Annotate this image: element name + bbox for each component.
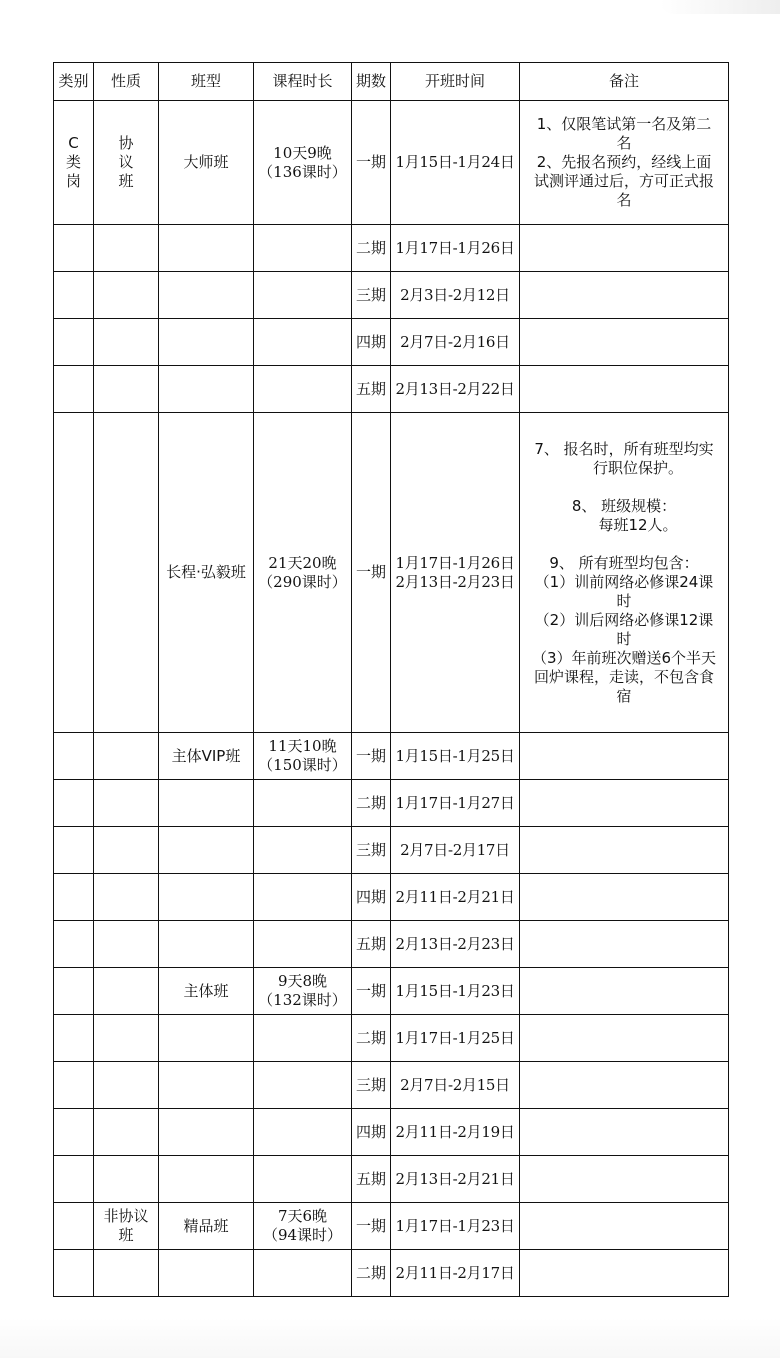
table-row	[54, 921, 729, 968]
empty-cell	[520, 1062, 729, 1109]
empty-cell	[159, 1109, 254, 1156]
remark-line: 宿	[616, 686, 632, 705]
header-category: 类别	[54, 63, 94, 101]
empty-cell	[159, 1250, 254, 1297]
period-cell: 四期	[352, 319, 391, 366]
remark-line: 试测评通过后，方可正式报	[533, 172, 714, 190]
empty-cell	[520, 1203, 729, 1250]
dates-cell: 2月11日-2月19日	[391, 1109, 520, 1156]
remarks-cell	[520, 413, 729, 733]
empty-cell	[520, 1015, 729, 1062]
empty-cell	[54, 319, 94, 366]
duration-cell	[254, 413, 352, 733]
table-row	[54, 827, 729, 874]
empty-cell	[159, 780, 254, 827]
empty-cell	[254, 1250, 352, 1297]
header-row	[54, 63, 729, 101]
empty-cell	[54, 874, 94, 921]
period-cell: 三期	[352, 827, 391, 874]
empty-cell	[254, 1015, 352, 1062]
empty-cell	[520, 874, 729, 921]
empty-cell	[520, 272, 729, 319]
duration-days: 11天10晚	[268, 737, 337, 755]
empty-cell	[94, 968, 159, 1015]
dates-cell: 1月15日-1月25日	[391, 733, 520, 780]
date-range: 1月17日-1月26日	[395, 553, 515, 572]
class-type-cell: 主体班	[159, 968, 254, 1015]
empty-cell	[520, 1156, 729, 1203]
dates-cell	[391, 413, 520, 733]
table-row	[54, 733, 729, 780]
duration-cell	[254, 101, 352, 225]
empty-cell	[520, 733, 729, 780]
empty-cell	[254, 1062, 352, 1109]
empty-cell	[520, 921, 729, 968]
dates-cell: 2月13日-2月23日	[391, 921, 520, 968]
empty-cell	[54, 1015, 94, 1062]
remark-line: 2、先报名预约，经线上面	[536, 153, 712, 171]
remark-line: （3）年前班次赠送6个半天	[531, 648, 717, 667]
header-remarks: 备注	[520, 63, 729, 101]
period-cell: 一期	[352, 1203, 391, 1250]
duration-days: 21天20晚	[268, 553, 337, 572]
empty-cell	[159, 1062, 254, 1109]
dates-cell: 2月13日-2月22日	[391, 366, 520, 413]
empty-cell	[54, 1203, 94, 1250]
table-row	[54, 1062, 729, 1109]
period-cell: 三期	[352, 1062, 391, 1109]
nature-cell	[94, 1203, 159, 1250]
dates-cell: 1月17日-1月23日	[391, 1203, 520, 1250]
empty-cell	[254, 1109, 352, 1156]
empty-cell	[254, 319, 352, 366]
period-cell: 三期	[352, 272, 391, 319]
period-cell: 一期	[352, 733, 391, 780]
empty-cell	[520, 780, 729, 827]
table-row	[54, 225, 729, 272]
category-char: C	[68, 134, 79, 152]
period-cell: 二期	[352, 1015, 391, 1062]
category-char: 类	[65, 153, 81, 171]
nature-char: 班	[118, 172, 134, 190]
dates-cell: 2月7日-2月15日	[391, 1062, 520, 1109]
empty-cell	[520, 225, 729, 272]
remark-spacer	[520, 535, 728, 554]
empty-cell	[54, 1109, 94, 1156]
empty-cell	[254, 366, 352, 413]
empty-cell	[94, 1156, 159, 1203]
empty-cell	[520, 319, 729, 366]
empty-cell	[54, 1156, 94, 1203]
class-type-cell: 精品班	[159, 1203, 254, 1250]
remark-line: 行职位保护。	[592, 458, 683, 477]
empty-cell	[520, 827, 729, 874]
duration-hours: （132课时）	[258, 991, 347, 1009]
table-row	[54, 874, 729, 921]
empty-cell	[94, 1109, 159, 1156]
empty-cell	[94, 827, 159, 874]
empty-cell	[54, 827, 94, 874]
remark-line: （2）训后网络必修课12课	[534, 610, 714, 629]
header-class-type: 班型	[159, 63, 254, 101]
duration-cell	[254, 1203, 352, 1250]
empty-cell	[94, 780, 159, 827]
header-start-time: 开班时间	[391, 63, 520, 101]
corner-shadow	[660, 0, 780, 14]
dates-cell: 2月3日-2月12日	[391, 272, 520, 319]
empty-cell	[54, 1062, 94, 1109]
duration-days: 9天8晚	[277, 972, 328, 990]
class-schedule-table	[53, 62, 729, 1297]
nature-text: 班	[118, 1226, 134, 1244]
empty-cell	[159, 366, 254, 413]
empty-cell	[94, 1015, 159, 1062]
table-row	[54, 1156, 729, 1203]
empty-cell	[159, 225, 254, 272]
duration-hours: （136课时）	[258, 162, 347, 181]
dates-cell: 1月17日-1月26日	[391, 225, 520, 272]
category-cell	[54, 101, 94, 225]
empty-cell	[54, 968, 94, 1015]
header-duration: 课程时长	[254, 63, 352, 101]
remark-line: （1）训前网络必修课24课	[534, 572, 714, 591]
table-row	[54, 366, 729, 413]
empty-cell	[94, 225, 159, 272]
empty-cell	[159, 827, 254, 874]
empty-cell	[520, 1250, 729, 1297]
empty-cell	[254, 225, 352, 272]
empty-cell	[54, 921, 94, 968]
period-cell: 五期	[352, 1156, 391, 1203]
dates-cell: 1月17日-1月25日	[391, 1015, 520, 1062]
date-range: 2月13日-2月23日	[395, 572, 515, 591]
nature-char: 议	[118, 153, 134, 171]
header-period: 期数	[352, 63, 391, 101]
duration-days: 10天9晚	[273, 143, 332, 162]
dates-cell: 1月17日-1月27日	[391, 780, 520, 827]
empty-cell	[94, 733, 159, 780]
period-cell: 四期	[352, 1109, 391, 1156]
header-nature: 性质	[94, 63, 159, 101]
period-cell: 一期	[352, 968, 391, 1015]
table-row	[54, 413, 729, 733]
bottom-shadow	[0, 1318, 780, 1358]
dates-cell: 2月7日-2月16日	[391, 319, 520, 366]
empty-cell	[94, 366, 159, 413]
empty-cell	[54, 272, 94, 319]
duration-days: 7天6晚	[277, 1207, 328, 1225]
period-cell: 五期	[352, 366, 391, 413]
table-row	[54, 1203, 729, 1250]
period-cell: 一期	[352, 413, 391, 733]
dates-cell: 2月11日-2月17日	[391, 1250, 520, 1297]
empty-cell	[254, 780, 352, 827]
remark-line: 时	[616, 591, 632, 610]
remark-line: 名	[616, 191, 632, 209]
empty-cell	[94, 319, 159, 366]
nature-text: 非协议	[103, 1207, 149, 1225]
empty-cell	[159, 921, 254, 968]
table-row	[54, 101, 729, 225]
remark-line: 名	[616, 134, 632, 152]
dates-cell: 2月11日-2月21日	[391, 874, 520, 921]
empty-cell	[54, 225, 94, 272]
duration-hours: （150课时）	[258, 756, 347, 774]
class-type-cell: 长程·弘毅班	[159, 413, 254, 733]
empty-cell	[94, 874, 159, 921]
remark-spacer	[520, 478, 728, 497]
table-row	[54, 780, 729, 827]
duration-hours: （94课时）	[262, 1226, 343, 1244]
empty-cell	[520, 1109, 729, 1156]
remark-line: 7、 报名时，所有班型均实	[534, 439, 714, 458]
period-cell: 五期	[352, 921, 391, 968]
dates-cell: 1月15日-1月23日	[391, 968, 520, 1015]
duration-cell	[254, 968, 352, 1015]
empty-cell	[254, 921, 352, 968]
empty-cell	[159, 272, 254, 319]
period-cell: 二期	[352, 1250, 391, 1297]
period-cell: 四期	[352, 874, 391, 921]
class-type-cell: 主体VIP班	[159, 733, 254, 780]
remark-line: 9、 所有班型均包含：	[549, 553, 699, 572]
period-cell: 二期	[352, 780, 391, 827]
empty-cell	[254, 272, 352, 319]
empty-cell	[54, 1250, 94, 1297]
empty-cell	[54, 366, 94, 413]
empty-cell	[159, 1156, 254, 1203]
table-row	[54, 319, 729, 366]
empty-cell	[254, 1156, 352, 1203]
dates-cell: 1月15日-1月24日	[391, 101, 520, 225]
dates-cell: 2月7日-2月17日	[391, 827, 520, 874]
empty-cell	[94, 921, 159, 968]
remark-line: 每班12人。	[598, 515, 678, 534]
duration-cell	[254, 733, 352, 780]
table-row	[54, 1109, 729, 1156]
empty-cell	[94, 1062, 159, 1109]
nature-cell	[94, 101, 159, 225]
dates-cell: 2月13日-2月21日	[391, 1156, 520, 1203]
table-row	[54, 1015, 729, 1062]
period-cell: 二期	[352, 225, 391, 272]
empty-cell	[54, 780, 94, 827]
duration-hours: （290课时）	[258, 572, 347, 591]
empty-cell	[254, 827, 352, 874]
empty-cell	[159, 319, 254, 366]
table-row	[54, 968, 729, 1015]
remark-line: 1、仅限笔试第一名及第二	[536, 115, 712, 133]
remarks-cell	[520, 101, 729, 225]
empty-cell	[520, 968, 729, 1015]
empty-cell	[54, 733, 94, 780]
empty-cell	[94, 1250, 159, 1297]
empty-cell	[159, 874, 254, 921]
category-char: 岗	[65, 172, 81, 190]
period-cell: 一期	[352, 101, 391, 225]
empty-cell	[54, 413, 94, 733]
empty-cell	[520, 366, 729, 413]
empty-cell	[94, 413, 159, 733]
empty-cell	[159, 1015, 254, 1062]
nature-char: 协	[118, 134, 134, 152]
remark-line: 8、 班级规模：	[571, 496, 677, 515]
remark-line: 回炉课程，走读，不包含食	[533, 667, 714, 686]
table-row	[54, 1250, 729, 1297]
empty-cell	[254, 874, 352, 921]
empty-cell	[94, 272, 159, 319]
class-type-cell: 大师班	[159, 101, 254, 225]
table-row	[54, 272, 729, 319]
remark-line: 时	[616, 629, 632, 648]
